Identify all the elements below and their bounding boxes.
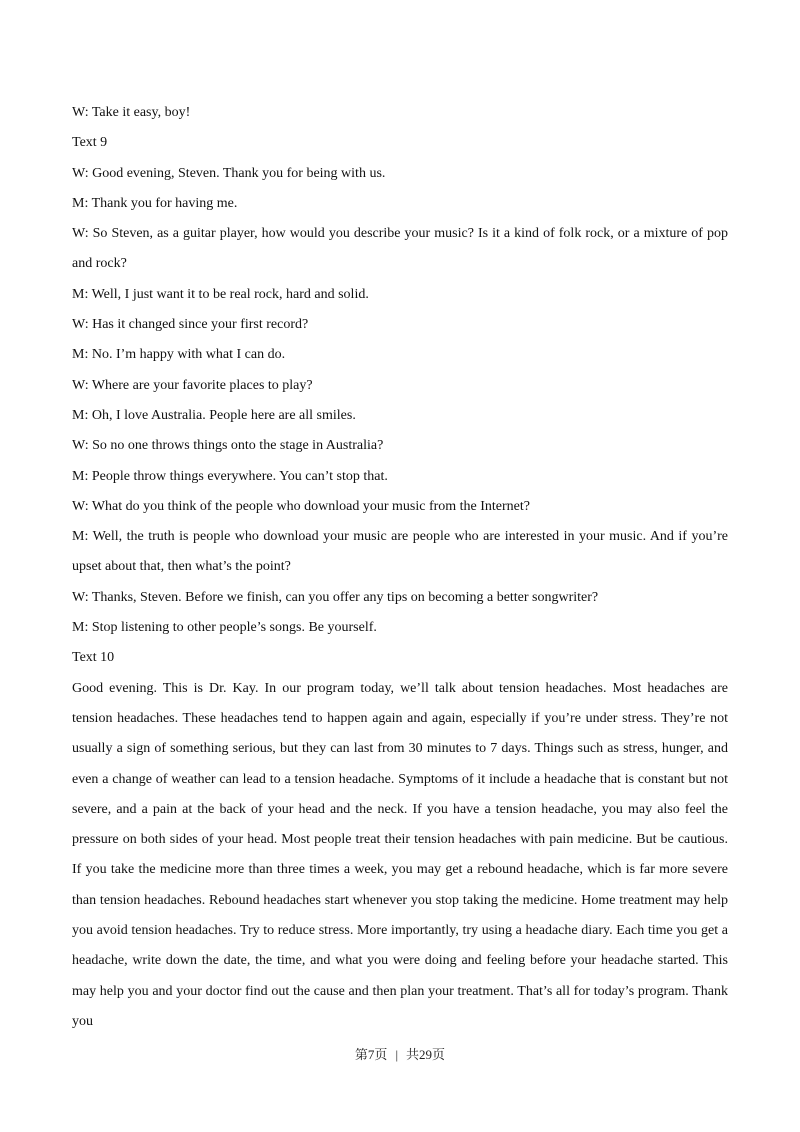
line-thank-you-having-me: M: Thank you for having me. [72,195,238,211]
transcript-body [72,98,728,1037]
line-favorite-places: W: Where are your favorite places to play? [72,377,313,393]
line-download-answer: M: Well, the truth is people who download your music are people who are interested in your music. And if you’re upset about that, then what’s the point? [72,529,728,575]
line-happy-with: M: No. I’m happy with what I can do. [72,347,286,363]
page-number: 第7页 [354,1047,388,1062]
line-be-yourself: M: Stop listening to other people’s songs. Be yourself. [72,620,377,636]
line-love-australia: M: Oh, I love Australia. People here are all smiles. [72,407,356,423]
line-describe-music: W: So Steven, as a guitar player, how would you describe your music? Is it a kind of folk rock, or a mixture of pop and rock? [72,226,728,272]
text-9-heading: Text 9 [72,135,108,151]
line-good-evening-steven: W: Good evening, Steven. Thank you for being with us. [72,165,386,181]
line-real-rock: M: Well, I just want it to be real rock, hard and solid. [72,286,369,302]
line-throw-everywhere: M: People throw things everywhere. You can’t stop that. [72,468,388,484]
line-download-question: W: What do you think of the people who download your music from the Internet? [72,498,531,514]
line-changed-since: W: Has it changed since your first record? [72,317,309,333]
total-pages: 共29页 [406,1047,446,1062]
line-tips-question: W: Thanks, Steven. Before we finish, can you offer any tips on becoming a better songwriter? [72,589,599,605]
text-10-heading: Text 10 [72,650,115,666]
page-footer [0,1045,800,1065]
footer-separator: | [395,1047,399,1062]
line-take-it-easy: W: Take it easy, boy! [72,105,191,120]
line-throws-things: W: So no one throws things onto the stage in Australia? [72,438,384,454]
text-10-paragraph: Good evening. This is Dr. Kay. In our program today, we’ll talk about tension headaches. Most headaches are tension headaches. These headaches tend to happen again and again, especially if you’re under stress. They’re not usually a sign of something serious, but they can last from 30 minutes to 7 days. Things such as stress, hunger, and even a change of weather can lead to a tension headache. Symptoms of it include a headache that is constant but not severe, and a pain at the back of your head and the neck. If you have a tension headache, you may also feel the pressure on both sides of your head. Most people treat their tension headaches with pain medicine. But be cautious. If you take the medicine more than three times a week, you may get a rebound headache, which is far more severe than tension headaches. Rebound headaches start whenever you stop taking the medicine. Home treatment may help you avoid tension headaches. Try to reduce stress. More importantly, try using a headache diary. Each time you get a headache, write down the date, the time, and what you were doing and feeling before your headache started. This may help you and your doctor find out the cause and then plan your treatment. That’s all for today’s program. Thank you [72,680,728,1029]
